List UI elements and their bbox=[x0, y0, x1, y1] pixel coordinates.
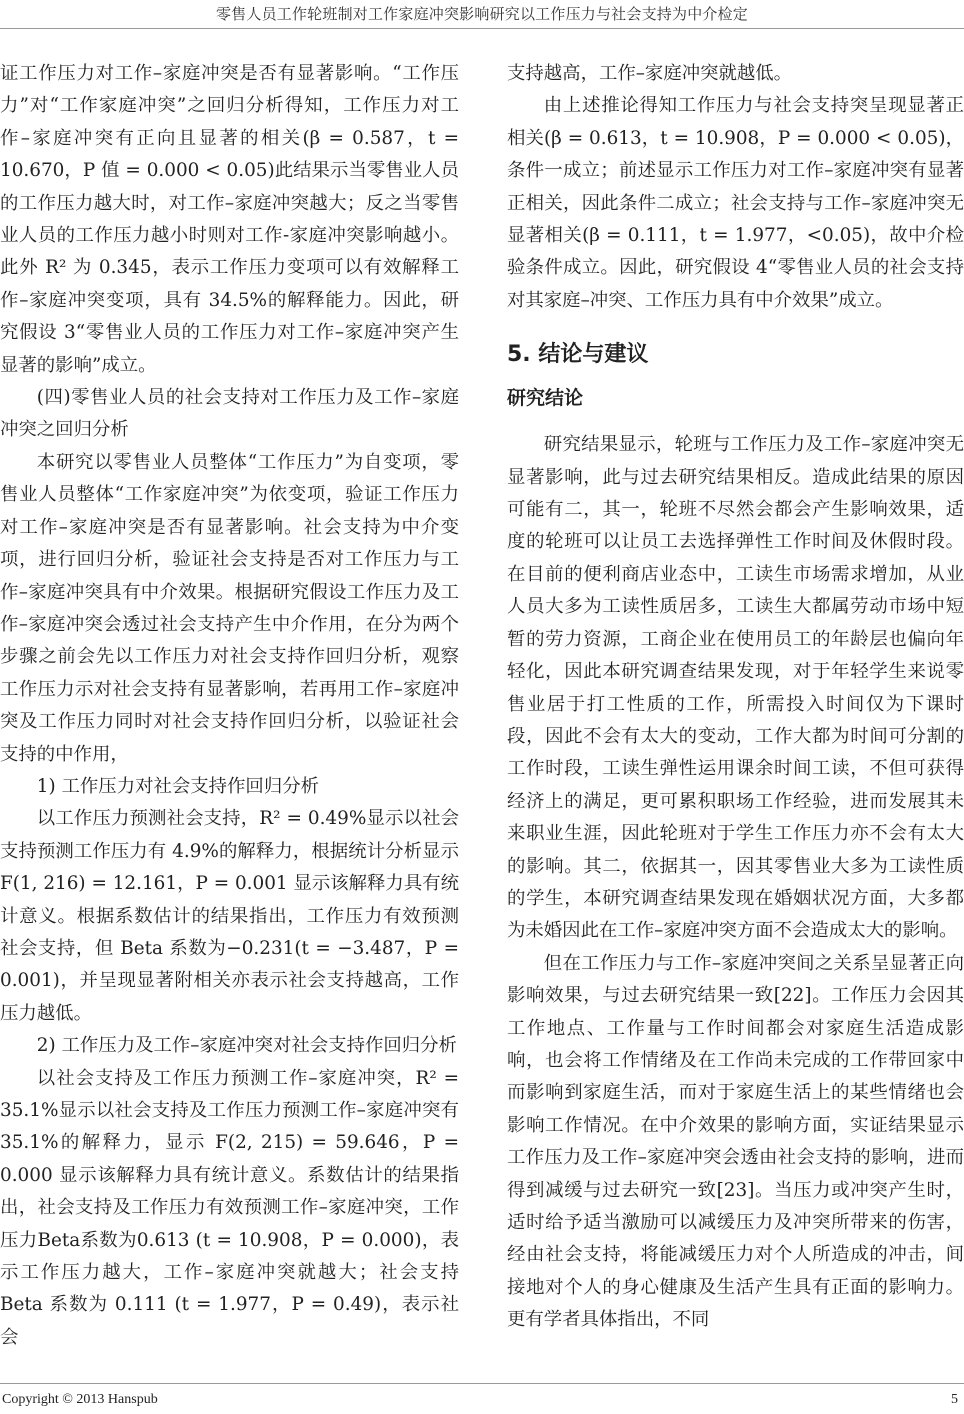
paragraph-step-1: 以工作压力预测社会支持，R² = 0.49%显示以社会支持预测工作压力有 4.9%的解释力，根据统计分析显示 F(1, 216) = 12.161，P = 0.001 显示该解释力具有统计意义。根据系数估计的结果指出，工作压力有效预测社会支持，但 Beta 系数为−0.231(t = −3.487，P = 0.001)，并呈现显著附相关亦表示社会支持越高，工作压力越低。 bbox=[0, 808, 459, 1024]
paragraph-findings-2: 但在工作压力与工作–家庭冲突间之关系呈显著正向影响效果，与过去研究结果一致[22]。工作压力会因其工作地点、工作量与工作时间都会对家庭生活造成影响，也会将工作情绪及在工作尚未完成的工作带回家中而影响到家庭生活，而对于家庭生活上的某些情绪也会影响工作情况。在中介效果的影响方面，实证结果显示工作压力及工作–家庭冲突会透由社会支持的影响，进而得到减缓与过去研究一致[23]。当压力或冲突产生时，适时给予适当激励可以减缓压力及冲突所带来的伤害，经由社会支持，将能减缓压力对个人所造成的冲击，间接地对个人的身心健康及生活产生具有正面的影响力。更有学者具体指出，不同 bbox=[507, 952, 964, 1331]
subheading-regression-4: (四)零售业人员的社会支持对工作压力及工作–家庭冲突之回归分析 bbox=[0, 387, 459, 441]
header-rule bbox=[0, 28, 964, 29]
paragraph-step-2: 以社会支持及工作压力预测工作–家庭冲突，R² = 35.1%显示以社会支持及工作压力预测工作–家庭冲突有 35.1%的解释力，显示 F(2, 215) = 59.646，P = 0.000 显示该解释力具有统计意义。系数估计的结果指出，社会支持及工作压力有效预测工作–家庭冲突，工作压力Beta系数为0.613 (t = 10.908，P = 0.000)，表示工作压力越大，工作–家庭冲突就越大；社会支持 Beta 系数为 0.111 (t = 1.977，P = 0.49)，表示社会 bbox=[0, 1067, 459, 1348]
page-number: 5 bbox=[951, 1392, 958, 1407]
paragraph-continuation: 支持越高，工作–家庭冲突就越低。 bbox=[507, 63, 793, 84]
section-title-conclusions: 5. 结论与建议 bbox=[507, 342, 649, 368]
footer-rule bbox=[0, 1383, 964, 1384]
paragraph-mediation-conditions: 由上述推论得知工作压力与社会支持突呈现显著正相关(β = 0.613，t = 10.908，P = 0.000 < 0.05)，条件一成立；前述显示工作压力对工作–家庭冲突有显著正相关，因此条件二成立；社会支持与工作–家庭冲突无显著相关(β = 0.111，t = 1.977，<0.05)，故中介检验条件成立。因此，研究假设 4“零售业人员的社会支持对其家庭–冲突、工作压力具有中介效果”成立。 bbox=[507, 95, 964, 311]
left-column bbox=[0, 58, 459, 1354]
running-header: 零售人员工作轮班制对工作家庭冲突影响研究以工作压力与社会支持为中介检定 bbox=[215, 5, 748, 23]
paragraph-findings-1: 研究结果显示，轮班与工作压力及工作–家庭冲突无显著影响，此与过去研究结果相反。造成此结果的原因可能有二，其一，轮班不尽然会都会产生影响效果，适度的轮班可以让员工去选择弹性工作时间及休假时段。在目前的便利商店业态中，工读生市场需求增加，从业人员大多为工读性质居多，工读生大都属劳动市场中短暂的劳力资源，工商企业在使用员工的年龄层也偏向年轻化，因此本研究调查结果发现，对于年轻学生来说零售业居于打工性质的工作，所需投入时间仅为下课时段，因此不会有太大的变动，工作大都为时间可分割的工作时段，工读生弹性运用课余时间工读，不但可获得经济上的满足，更可累积职场工作经验，进而发展其未来职业生涯，因此轮班对于学生工作压力亦不会有太大的影响。其二，依据其一，因其零售业大多为工读性质的学生，本研究调查结果发现在婚姻状况方面，大多都为未婚因此在工作–家庭冲突方面不会造成太大的影响。 bbox=[507, 434, 964, 942]
paragraph-method: 本研究以零售业人员整体“工作压力”为自变项，零售业人员整体“工作家庭冲突”为依变项，验证工作压力对工作–家庭冲突是否有显著影响。社会支持为中介变项，进行回归分析，验证社会支持是否对工作压力与工作–家庭冲突具有中介效果。根据研究假设工作压力及工作–家庭冲突会透过社会支持产生中介作用，在分为两个步骤之前会先以工作压力对社会支持作回归分析，观察工作压力示对社会支持有显著影响，若再用工作–家庭冲突及工作压力同时对社会支持作回归分析，以验证社会支持的中作用， bbox=[0, 451, 459, 765]
right-column bbox=[507, 58, 964, 1337]
step-1-heading: 1) 工作压力对社会支持作回归分析 bbox=[36, 775, 319, 797]
step-2-heading: 2) 工作压力及工作–家庭冲突对社会支持作回归分析 bbox=[36, 1035, 457, 1057]
copyright-notice: Copyright © 2013 Hanspub bbox=[2, 1392, 158, 1407]
paragraph-hypothesis-3: 证工作压力对工作–家庭冲突是否有显著影响。“工作压力”对“工作家庭冲突”之回归分析得知，工作压力对工作–家庭冲突有正向且显著的相关(β = 0.587，t = 10.670，P 值 = 0.000 < 0.05)此结果示当零售业人员的工作压力越大时，对工作–家庭冲突越大；反之当零售业人员的工作压力越小时则对工作-家庭冲突影响越小。此外 R² 为 0.345，表示工作压力变项可以有效解释工作–家庭冲突变项，具有 34.5%的解释能力。因此，研究假设 3“零售业人员的工作压力对工作–家庭冲突产生显著的影响”成立。 bbox=[0, 63, 459, 376]
subsection-title-findings: 研究结论 bbox=[507, 387, 584, 410]
